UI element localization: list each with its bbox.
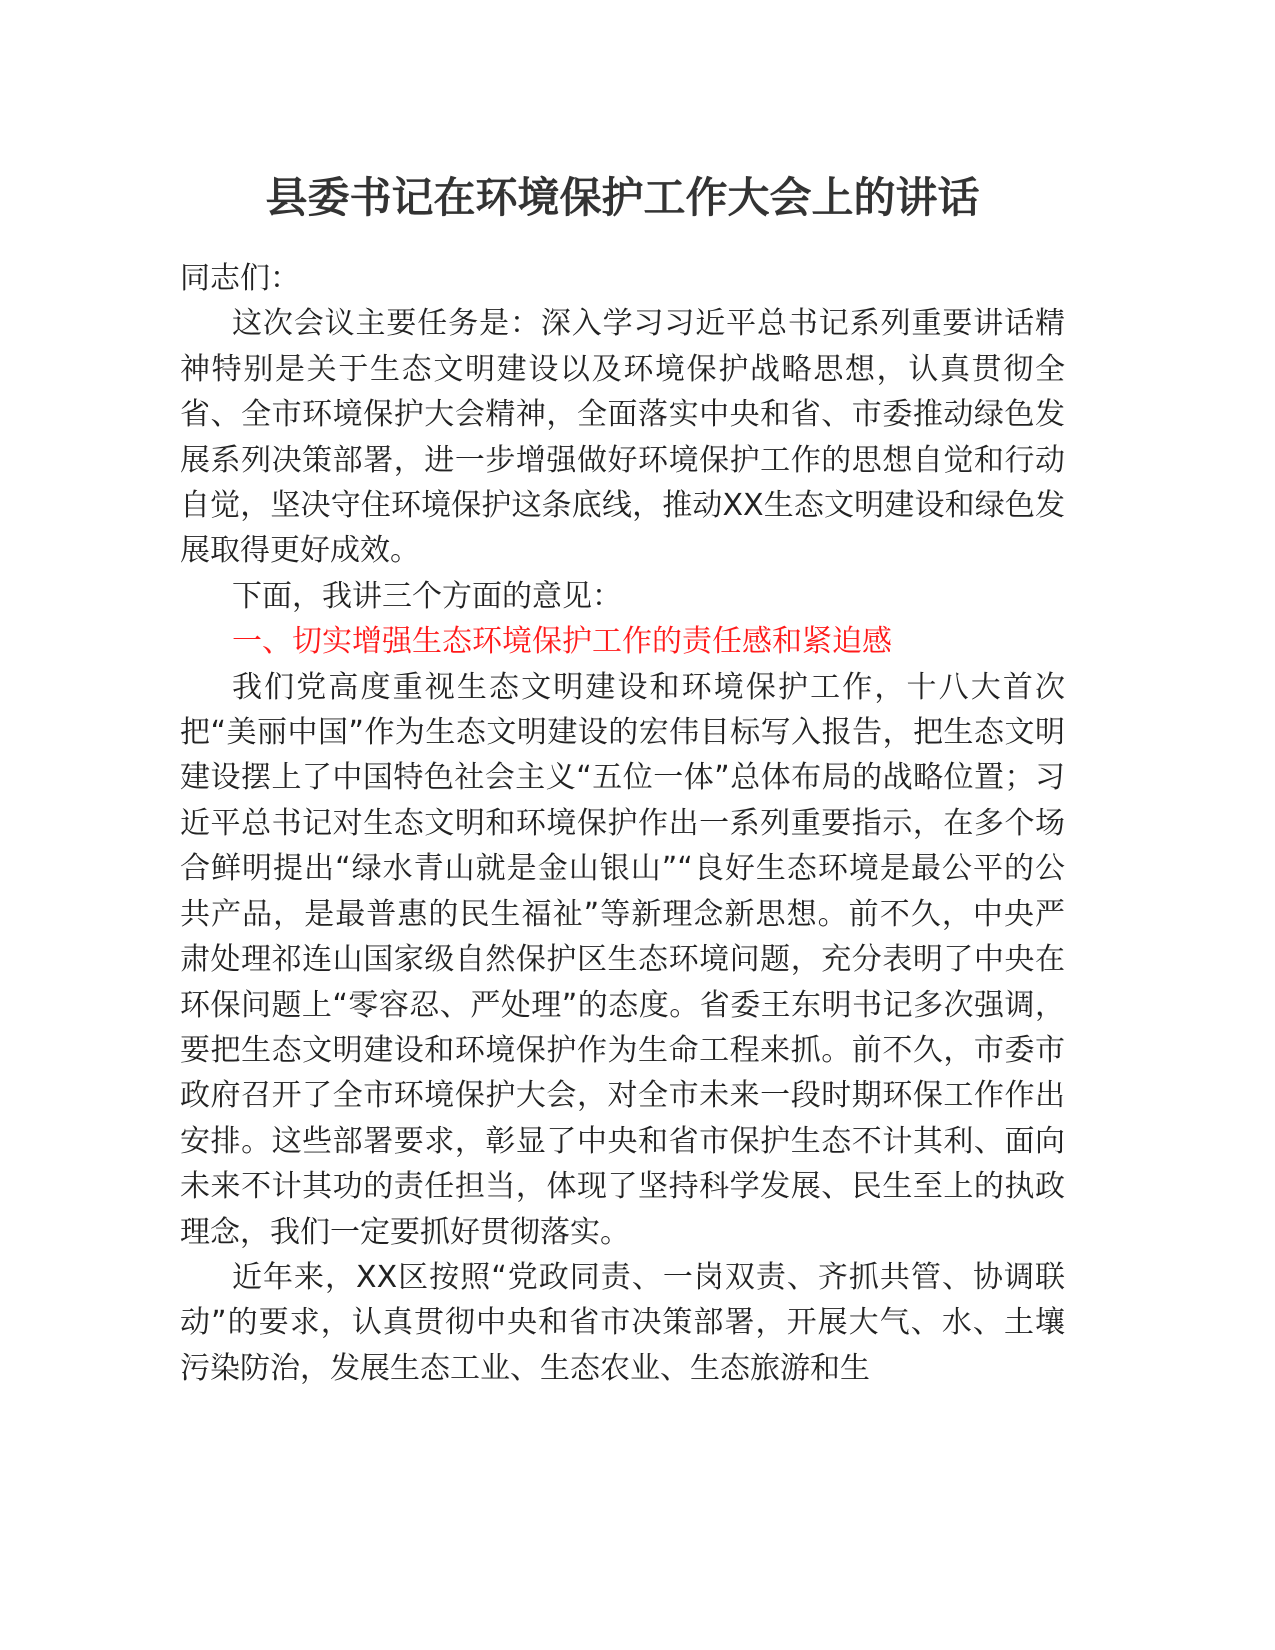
- paragraph-recent-years: 近年来，XX区按照“党政同责、一岗双责、齐抓共管、协调联动”的要求，认真贯彻中央和省市决策部署，开展大气、水、土壤污染防治，发展生态工业、生态农业、生态旅游和生: [180, 1259, 1065, 1386]
- salutation: 同志们：: [180, 261, 300, 296]
- paragraph-party-priority: 我们党高度重视生态文明建设和环境保护工作，十八大首次把“美丽中国”作为生态文明建设的宏伟目标写入报告，把生态文明建设摆上了中国特色社会主义“五位一体”总体布局的战略位置；习近平总书记对生态文明和环境保护作出一系列重要指示，在多个场合鲜明提出“绿水青山就是金山银山”“良好生态环境是最公平的公共产品，是最普惠的民生福祉”等新理念新思想。前不久，中央严肃处理祁连山国家级自然保护区生态环境问题，充分表明了中央在环保问题上“零容忍、严处理”的态度。省委王东明书记多次强调，要把生态文明建设和环境保护作为生命工程来抓。前不久，市委市政府召开了全市环境保护大会，对全市未来一段时期环保工作作出安排。这些部署要求，彰显了中央和省市保护生态不计其利、面向未来不计其功的责任担当，体现了坚持科学发展、民生至上的执政理念，我们一定要抓好贯彻落实。: [180, 669, 1065, 1250]
- section-heading-1: 一、切实增强生态环境保护工作的责任感和紧迫感: [232, 624, 892, 660]
- paragraph-meeting-tasks: 这次会议主要任务是：深入学习习近平总书记系列重要讲话精神特别是关于生态文明建设以及环境保护战略思想，认真贯彻全省、全市环境保护大会精神，全面落实中央和省、市委推动绿色发展系列决策部署，进一步增强做好环境保护工作的思想自觉和行动自觉，坚决守住环境保护这条底线，推动XX生态文明建设和绿色发展取得更好成效。: [180, 306, 1065, 569]
- paragraph-intro-three-points: 下面，我讲三个方面的意见：: [232, 578, 622, 614]
- document-page: [180, 168, 1065, 1391]
- document-title: 县委书记在环境保护工作大会上的讲话: [265, 173, 980, 222]
